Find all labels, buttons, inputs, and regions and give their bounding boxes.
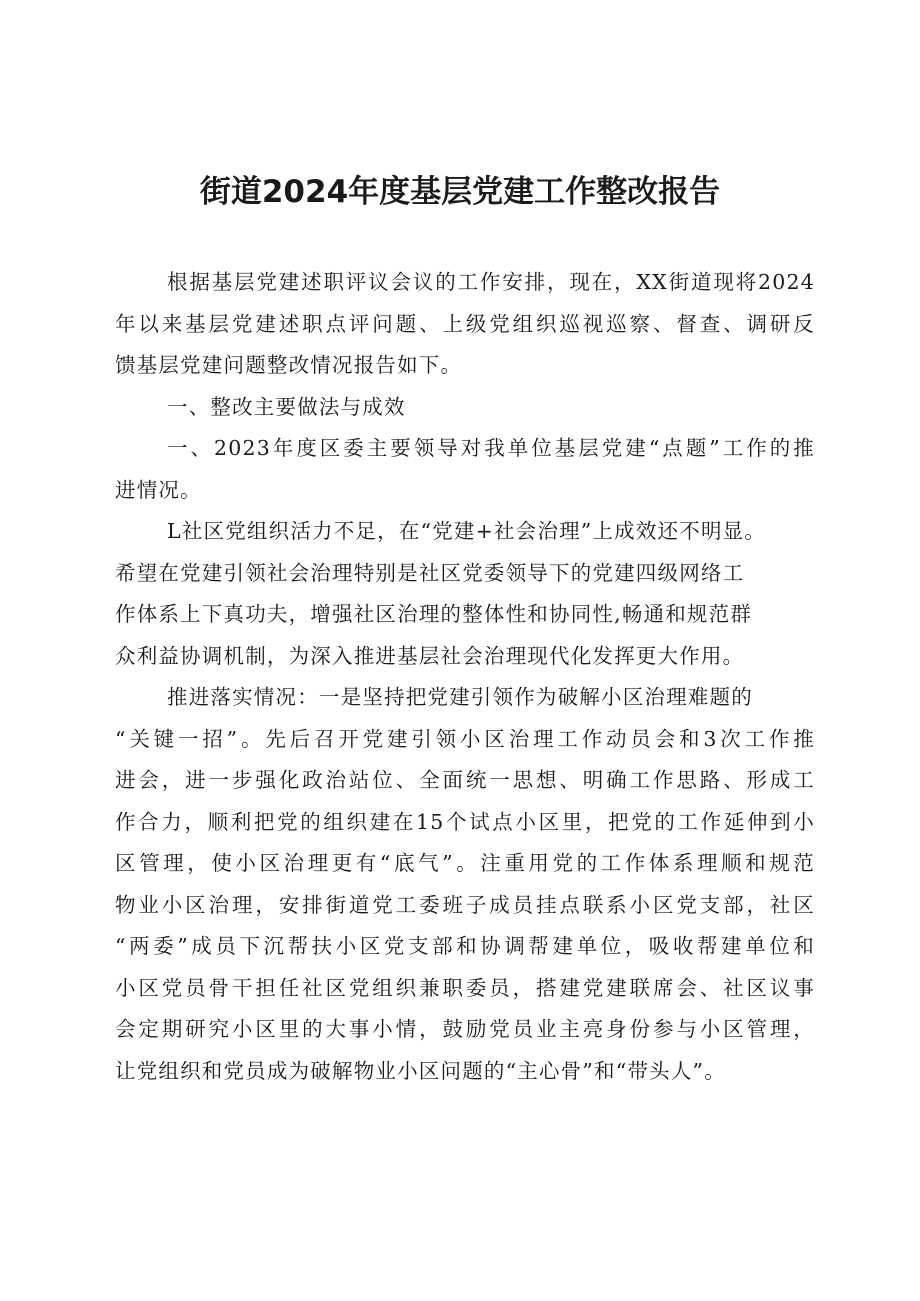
paragraph-line: 馈基层党建问题整改情况报告如下。 bbox=[115, 353, 463, 377]
paragraph-line: 希望在党建引领社会治理特别是社区党委领导下的党建四级网络工 bbox=[115, 560, 745, 585]
paragraph-line: “两委”成员下沉帮扶小区党支部和协调帮建单位，吸收帮建单位和 bbox=[115, 934, 815, 958]
paragraph-line: 一、2023年度区委主要领导对我单位基层党建“点题”工作的推 bbox=[167, 436, 815, 460]
paragraph-line: 会定期研究小区里的大事小情，鼓励党员业主亮身份参与小区管理， bbox=[115, 1017, 815, 1041]
paragraph-line: 物业小区治理，安排街道党工委班子成员挂点联系小区党支部，社区 bbox=[115, 892, 815, 917]
paragraph-line: “关键一招”。先后召开党建引领小区治理工作动员会和3次工作推 bbox=[115, 726, 815, 751]
paragraph-line: 小区党员骨干担任社区党组织兼职委员，搭建党建联席会、社区议事 bbox=[115, 975, 815, 1000]
paragraph-line: 根据基层党建述职评议会议的工作安排，现在，XX街道现将2024 bbox=[167, 270, 815, 294]
document-body bbox=[115, 262, 815, 1092]
paragraph-line: 区管理，使小区治理更有“底气”。注重用党的工作体系理顺和规范 bbox=[115, 851, 815, 875]
document-title: 街道2024年度基层党建工作整改报告 bbox=[199, 174, 721, 210]
paragraph-line: 年以来基层党建述职点评问题、上级党组织巡视巡察、督查、调研反 bbox=[115, 311, 815, 336]
paragraph-line: 作合力，顺利把党的组织建在15个试点小区里，把党的工作延伸到小 bbox=[115, 809, 815, 834]
paragraph-line: 众利益协调机制，为深入推进基层社会治理现代化发挥更大作用。 bbox=[115, 643, 745, 668]
paragraph-line: 进会，进一步强化政治站位、全面统一思想、明确工作思路、形成工 bbox=[115, 768, 815, 792]
paragraph-line: 让党组织和党员成为破解物业小区问题的“主心骨”和“带头人”。 bbox=[115, 1058, 726, 1083]
paragraph-line: 作体系上下真功夫，增强社区治理的整体性和协同性,畅通和规范群 bbox=[115, 602, 753, 626]
paragraph-line: 进情况。 bbox=[115, 477, 202, 502]
paragraph-line: L社区党组织活力不足，在“党建+社会治理”上成效还不明显。 bbox=[167, 519, 767, 543]
paragraph-line: 推进落实情况：一是坚持把党建引领作为破解小区治理难题的 bbox=[167, 685, 753, 709]
section-heading: 一、整改主要做法与成效 bbox=[167, 394, 406, 419]
